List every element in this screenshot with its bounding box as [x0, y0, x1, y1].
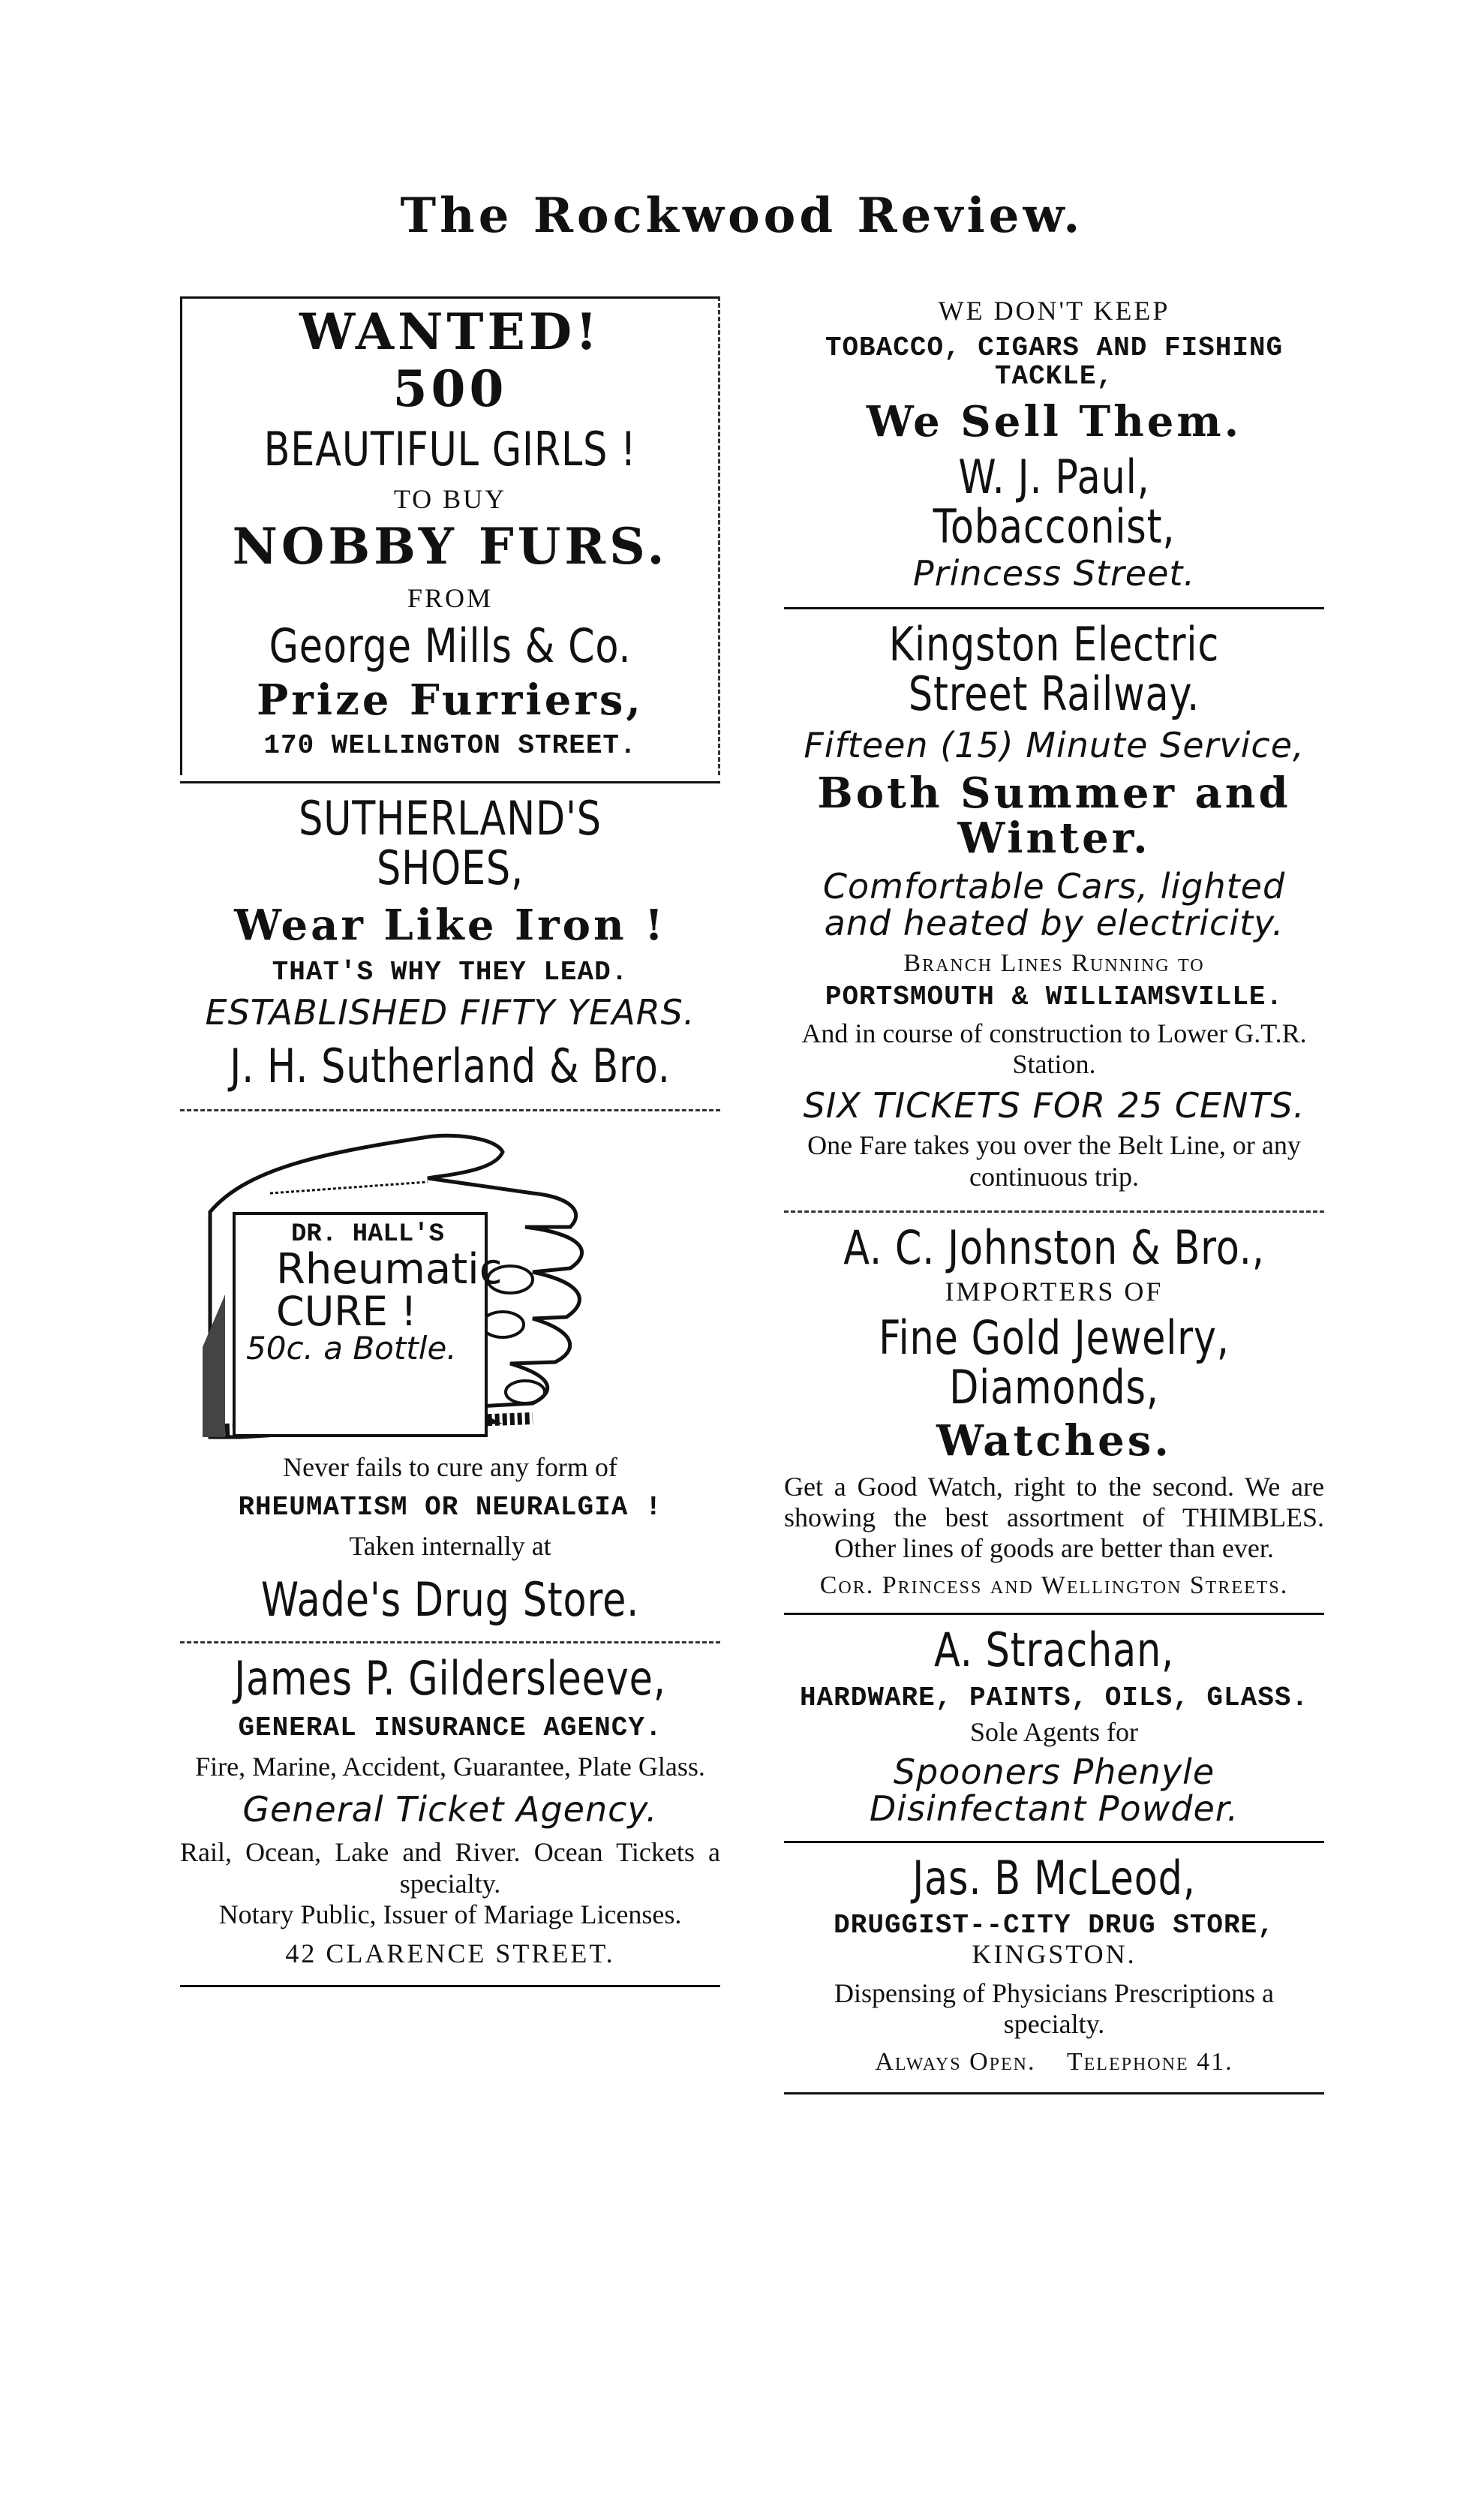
divider: [180, 1985, 720, 1987]
gildersleeve-ad: [180, 1651, 720, 1969]
johnston-ad: [784, 1219, 1324, 1599]
mills-from: FROM: [407, 582, 494, 613]
railway-title: Kingston Electric Street Railway.: [888, 617, 1220, 721]
mcleod-druggist: DRUGGIST--CITY DRUG STORE,: [834, 1910, 1275, 1941]
sutherland-established: ESTABLISHED FIFTY YEARS.: [205, 992, 695, 1033]
gildersleeve-notary: Notary Public, Issuer of Mariage Licenses.: [218, 1899, 682, 1929]
mills-girls: BEAUTIFUL GIRLS !: [263, 421, 637, 477]
railway-construction: And in course of construction to Lower G.T.R. Station.: [801, 1018, 1307, 1079]
railway-tickets: SIX TICKETS FOR 25 CENTS.: [803, 1085, 1305, 1126]
divider: [784, 2092, 1324, 2094]
sutherland-title: SUTHERLAND'S SHOES,: [299, 791, 602, 895]
strachan-product: Spooners Phenyle Disinfectant Powder.: [869, 1752, 1239, 1829]
railway-destinations: PORTSMOUTH & WILLIAMSVILLE.: [825, 982, 1284, 1013]
mills-count: 500: [392, 359, 508, 418]
mills-furs: NOBBY FURS.: [232, 516, 668, 576]
paul-goods: TOBACCO, CIGARS AND FISHING TACKLE,: [825, 332, 1284, 392]
paul-name: W. J. Paul, Tobacconist,: [933, 449, 1176, 554]
mills-name: George Mills & Co.: [269, 618, 632, 673]
johnston-name: A. C. Johnston & Bro.,: [843, 1219, 1265, 1275]
johnston-description: Get a Good Watch, right to the second. We are showing the best assortment of THIMBLES. Other lines of goods are better than ever.: [784, 1471, 1324, 1564]
mcleod-ad: [784, 1850, 1324, 2076]
hall-card-cure: CURE !: [276, 1288, 417, 1336]
mcleod-city: KINGSTON.: [972, 1939, 1137, 1970]
johnston-goods: Fine Gold Jewelry, Diamonds,: [879, 1310, 1230, 1415]
hall-card-price: 50c. a Bottle.: [246, 1330, 457, 1367]
gildersleeve-address: 42 CLARENCE STREET.: [285, 1938, 615, 1969]
railway-seasons: Both Summer and Winter.: [817, 768, 1291, 863]
divider: [784, 1613, 1324, 1615]
strachan-goods: HARDWARE, PAINTS, OILS, GLASS.: [799, 1682, 1309, 1713]
page-title: The Rockwood Review.: [400, 188, 1084, 244]
divider: [180, 1109, 720, 1111]
mcleod-hours: Always Open. Telephone 41.: [875, 2048, 1233, 2076]
gildersleeve-insurance: Fire, Marine, Accident, Guarantee, Plate Glass.: [195, 1752, 705, 1782]
dr-hall-ad: [180, 1122, 720, 1628]
gildersleeve-agency: GENERAL INSURANCE AGENCY.: [238, 1712, 662, 1743]
railway-ad: [784, 617, 1324, 1192]
mcleod-name: Jas. B McLeod,: [912, 1850, 1196, 1905]
paul-ad: [784, 296, 1324, 592]
johnston-importers: IMPORTERS OF: [945, 1276, 1164, 1307]
mills-furriers: Prize Furriers,: [257, 675, 644, 725]
strachan-name: A. Strachan,: [933, 1622, 1175, 1677]
hall-card-rheumatic: Rheumatic: [276, 1244, 503, 1294]
divider: [180, 781, 720, 783]
left-column: [180, 296, 720, 1998]
johnston-watches: Watches.: [936, 1416, 1172, 1466]
hall-card-doctor: DR. HALL'S: [291, 1219, 445, 1249]
divider: [180, 1641, 720, 1643]
mills-headline: WANTED!: [299, 302, 602, 361]
hall-taken: Taken internally at: [349, 1531, 551, 1562]
railway-cars: Comfortable Cars, lighted and heated by electricity.: [822, 865, 1286, 943]
gildersleeve-name: James P. Gildersleeve,: [234, 1651, 666, 1707]
gildersleeve-ticket: General Ticket Agency.: [242, 1789, 658, 1830]
sutherland-name: J. H. Sutherland & Bro.: [230, 1038, 671, 1093]
railway-fare: One Fare takes you over the Belt Line, or any continuous trip.: [807, 1130, 1301, 1192]
mills-address: 170 WELLINGTON STREET.: [263, 729, 637, 761]
sutherland-ad: [180, 791, 720, 1093]
mills-to-buy: TO BUY: [393, 483, 507, 514]
railway-branch: Branch Lines Running to: [903, 949, 1205, 978]
strachan-agents: Sole Agents for: [970, 1716, 1138, 1747]
hall-card: [233, 1212, 503, 1437]
strachan-ad: [784, 1622, 1324, 1829]
divider: [784, 1841, 1324, 1843]
mcleod-prescriptions: Dispensing of Physicians Prescriptions a specialty.: [834, 1977, 1274, 2039]
paul-dont-keep: WE DON'T KEEP: [938, 296, 1170, 326]
divider: [784, 1210, 1324, 1213]
george-mills-ad: [180, 296, 720, 775]
pointing-hand-illustration: [180, 1122, 720, 1452]
paul-street: Princess Street.: [912, 553, 1196, 594]
johnston-address: Cor. Princess and Wellington Streets.: [819, 1571, 1289, 1599]
hall-ailments: RHEUMATISM OR NEURALGIA !: [238, 1491, 662, 1523]
railway-frequency: Fifteen (15) Minute Service,: [804, 725, 1305, 766]
sutherland-slogan: Wear Like Iron !: [234, 900, 666, 950]
divider: [784, 607, 1324, 609]
gildersleeve-rail: Rail, Ocean, Lake and River. Ocean Tickets a specialty.: [180, 1837, 720, 1899]
right-column: [784, 296, 1324, 2105]
hall-never-fails: Never fails to cure any form of: [283, 1451, 617, 1482]
hall-store: Wade's Drug Store.: [260, 1572, 640, 1628]
paul-sell: We Sell Them.: [866, 397, 1242, 447]
sutherland-lead: THAT'S WHY THEY LEAD.: [272, 956, 629, 988]
